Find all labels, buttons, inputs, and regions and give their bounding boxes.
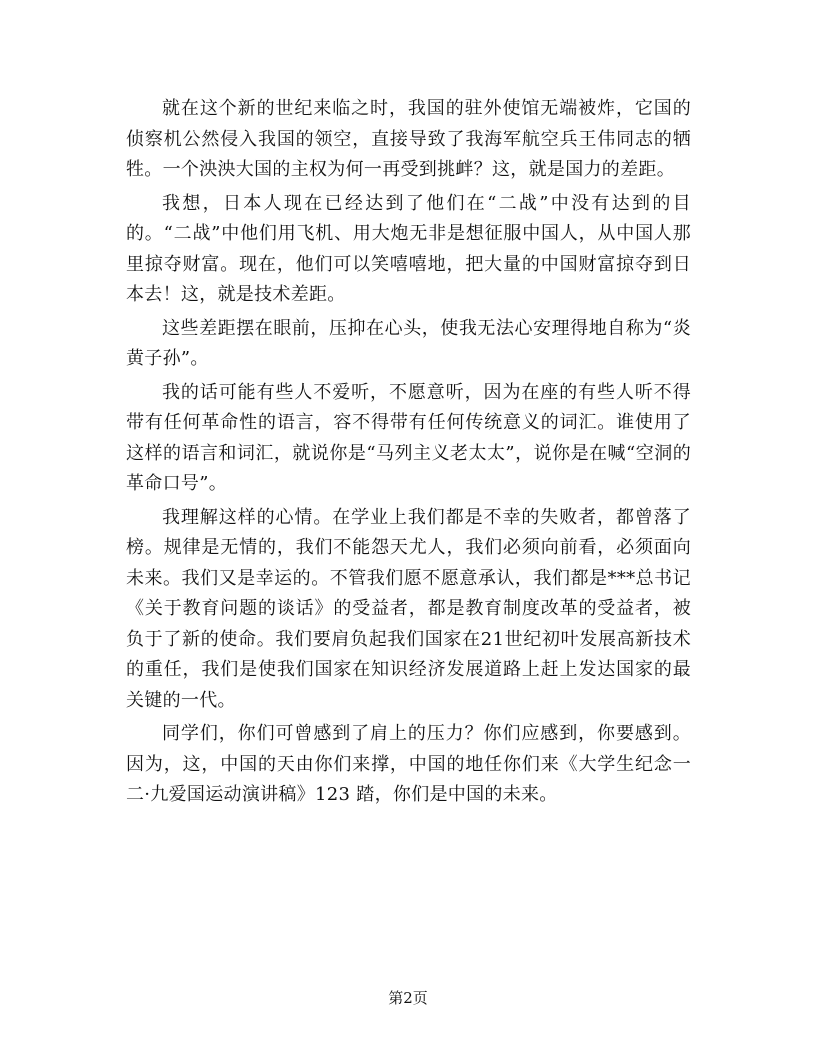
paragraph-6: 同学们，你们可曾感到了肩上的压力？你们应感到，你要感到。因为，这，中国的天由你们来撑，中国的地任你们来《大学生纪念一二·九爱国运动演讲稿》123 踏，你们是中国的未来。 <box>126 723 691 805</box>
page-number-footer: 第2页 <box>388 989 428 1007</box>
paragraph-4: 我的话可能有些人不爱听，不愿意听，因为在座的有些人听不得带有任何革命性的语言，容不得带有任何传统意义的词汇。谁使用了这样的语言和词汇，就说你是“马列主义老太太”，说你是在喊“空洞的革命口号”。 <box>126 381 691 494</box>
paragraph-1: 就在这个新的世纪来临之时，我国的驻外使馆无端被炸，它国的侦察机公然侵入我国的领空，直接导致了我海军航空兵王伟同志的牺牲。一个泱泱大国的主权为何一再受到挑衅？这，就是国力的差距。 <box>126 98 691 180</box>
paragraph-2: 我想，日本人现在已经达到了他们在“二战”中没有达到的目的。“二战”中他们用飞机、用大炮无非是想征服中国人，从中国人那里掠夺财富。现在，他们可以笑嘻嘻地，把大量的中国财富掠夺到日本去！这，就是技术差距。 <box>126 192 691 305</box>
document-body <box>126 94 691 814</box>
paragraph-5: 我理解这样的心情。在学业上我们都是不幸的失败者，都曾落了榜。规律是无情的，我们不能怨天尤人，我们必须向前看，必须面向未来。我们又是幸运的。不管我们愿不愿意承认，我们都是***总书记《关于教育问题的谈话》的受益者，都是教育制度改革的受益者，被负于了新的使命。我们要肩负起我们国家在21世纪初叶发展高新技术的重任，我们是使我们国家在知识经济发展道路上赶上发达国家的最关键的一代。 <box>126 506 691 711</box>
paragraph-3: 这些差距摆在眼前，压抑在心头，使我无法心安理得地自称为“炎黄子孙”。 <box>126 317 691 369</box>
